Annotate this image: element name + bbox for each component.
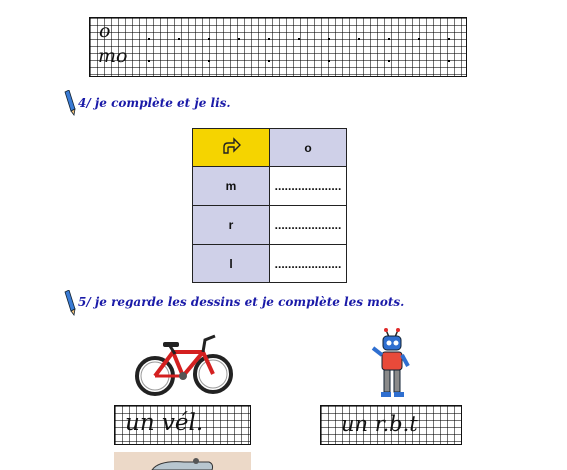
table-icon-cell xyxy=(193,129,270,167)
syllable-table xyxy=(192,128,347,283)
instruction-4-text: 4/ je complète et je lis. xyxy=(78,96,231,110)
writing-line-1: o xyxy=(99,20,111,42)
partial-picture xyxy=(114,452,251,470)
word-grid-robot xyxy=(320,405,462,445)
word-bicycle: un vél. xyxy=(125,410,204,436)
writing-grid xyxy=(89,17,467,77)
bicycle-image xyxy=(133,326,237,398)
pencil-icon xyxy=(63,290,77,316)
direction-arrow-icon xyxy=(220,135,242,157)
robot-image xyxy=(370,328,414,400)
instruction-5-text: 5/ je regarde les dessins et je complète les mots. xyxy=(78,295,405,309)
pencil-icon xyxy=(63,90,77,116)
partial-picture-shape xyxy=(114,452,251,470)
writing-line-2: mo xyxy=(98,45,128,67)
consonant-cell-l: l xyxy=(193,245,270,283)
consonant-cell-m: m xyxy=(193,167,270,206)
consonant-cell-r: r xyxy=(193,206,270,245)
answer-cell-l[interactable]: .................... xyxy=(270,245,347,283)
answer-cell-m[interactable]: .................... xyxy=(270,167,347,206)
answer-cell-r[interactable]: .................... xyxy=(270,206,347,245)
word-grid-bicycle xyxy=(114,405,251,445)
word-robot: un r.b.t xyxy=(341,412,418,436)
header-vowel-cell: o xyxy=(270,129,347,167)
